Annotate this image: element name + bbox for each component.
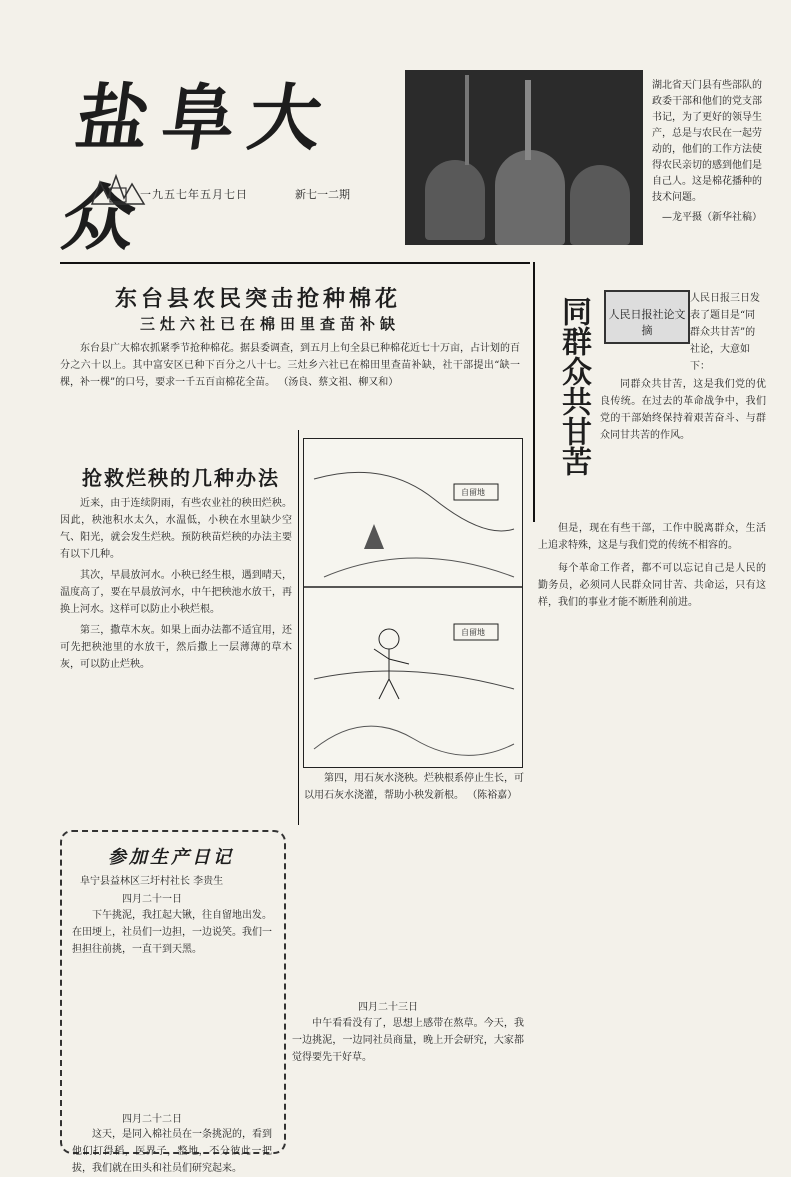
cartoon-drawing: [304, 439, 522, 767]
rescue-article-continued: [304, 770, 524, 804]
cartoon: [303, 438, 523, 768]
main-story-body: [60, 340, 520, 391]
commentary-stamp: [604, 290, 690, 344]
commentary-intro: 人民日报三日发表了题目是“同群众共甘苦”的社论，大意如下：: [690, 293, 760, 372]
rescue-article-byline: （陈裕嘉）: [467, 790, 518, 801]
diary-title: 参加生产日记: [108, 847, 234, 868]
rescue-paragraph: 其次，早晨放河水。小秧已经生根，遇到晴天，温度高了，要在早晨放河水，中午把秧池水放干，再换上河水。这样可以防止小秧烂根。: [60, 570, 292, 615]
rescue-article-body: [60, 495, 292, 673]
main-headline: 东台县农民突击抢种棉花: [115, 286, 402, 312]
commentary-paragraph: 每个革命工作者，都不可以忘记自己是人民的勤务员，必须同人民群众同甘苦、共命运，只有这样，我们的事业才能不断胜利前进。: [538, 563, 766, 608]
rescue-paragraph: 第三，撒草木灰。如果上面办法都不适宜用，还可先把秧池里的水放干，然后撒上一层薄薄的草木灰，可以防止烂秧。: [60, 625, 292, 670]
diary-date: 四月二十二日: [122, 1114, 182, 1125]
commentary-title: [551, 296, 591, 489]
commentary-body: 同群众共甘苦，这是我们党的优良传统。在过去的革命战争中，我们党的干部始终保持着艰苦奋斗、与群众同甘共苦的作风。: [600, 379, 766, 441]
diary-date: 四月二十一日: [122, 894, 182, 905]
dateline: 一九五七年五月七日: [140, 188, 248, 201]
main-story-byline: （汤良、蔡文祖、柳又和）: [278, 377, 399, 388]
emblem-icon: [88, 168, 148, 208]
divider: [533, 262, 535, 522]
commentary-body: [538, 520, 766, 611]
diary-entry: 下午挑泥，我扛起大锹，往自留地出发。在田埂上，社员们一边担，一边说笑。我们一担担往前挑，一直干到天黑。: [72, 910, 272, 955]
main-story-text: 东台县广大棉农抓紧季节抢种棉花。据县委调查，到五月上旬全县已种棉花近七十万亩，占计划的百分之六十以上。其中富安区已种下百分之八十七。三灶乡六社已在棉田里查苗补缺，社干部提出“缺一棵，补一棵”的口号，要求一千五百亩棉花全苗。: [60, 343, 520, 388]
news-photo: [405, 70, 643, 245]
rescue-paragraph: 第四，用石灰水浇秧。烂秧根系停止生长，可以用石灰水浇灌，帮助小秧发新根。: [304, 773, 524, 801]
photo-caption: [652, 78, 762, 226]
commentary-paragraph: 但是，现在有些干部，工作中脱离群众，生活上追求特殊，这是与我们党的传统不相容的。: [538, 523, 766, 551]
rescue-article-title: 抢救烂秧的几种办法: [82, 466, 280, 490]
divider: [298, 430, 299, 825]
diary-entry: 这天，是同入棉社员在一条挑泥的，看到他们打得稻，医界子，整地，不分彼此一把拔，我们就在田头和社员们研究起来。: [72, 1129, 272, 1174]
photo-credit: —龙平摄（新华社稿）: [662, 212, 762, 223]
rescue-paragraph: 近来，由于连续阴雨，有些农业社的秧田烂秧。因此，秧池积水太久，水温低，小秧在水里缺少空气、阳光，就会发生烂秧。预防秧苗烂秧的办法主要有以下几种。: [60, 498, 292, 560]
diary-date: 四月二十三日: [358, 1002, 418, 1013]
masthead-title: 盐阜大众: [57, 75, 342, 260]
issue-number: 新七一二期: [295, 188, 350, 201]
main-subheadline: 三灶六社已在棉田里查苗补缺: [140, 315, 401, 333]
diary-entry: 中午看看没有了，思想上感带在熬草。今天，我一边挑泥，一边同社员商量，晚上开会研究，大家都觉得要先干好草。: [292, 1018, 524, 1063]
diary-byline: 阜宁县益林区三圩村社长 李贵生: [80, 876, 224, 887]
cartoon-sign-label: 自留地: [461, 628, 485, 637]
photo-caption-text: 湖北省天门县有些部队的政委干部和他们的党支部书记，为了更好的领导生产，总是与农民在一起劳动的，他们的工作方法使得农民亲切的感到他们是自己人。这是棉花播种的技术问题。: [652, 80, 762, 203]
cartoon-sign-label: 自留地: [461, 488, 485, 497]
commentary-title-text: 同群众共甘苦: [556, 296, 591, 476]
commentary-stamp-text: 人民日报社论文摘: [608, 308, 686, 337]
divider: [60, 262, 530, 264]
